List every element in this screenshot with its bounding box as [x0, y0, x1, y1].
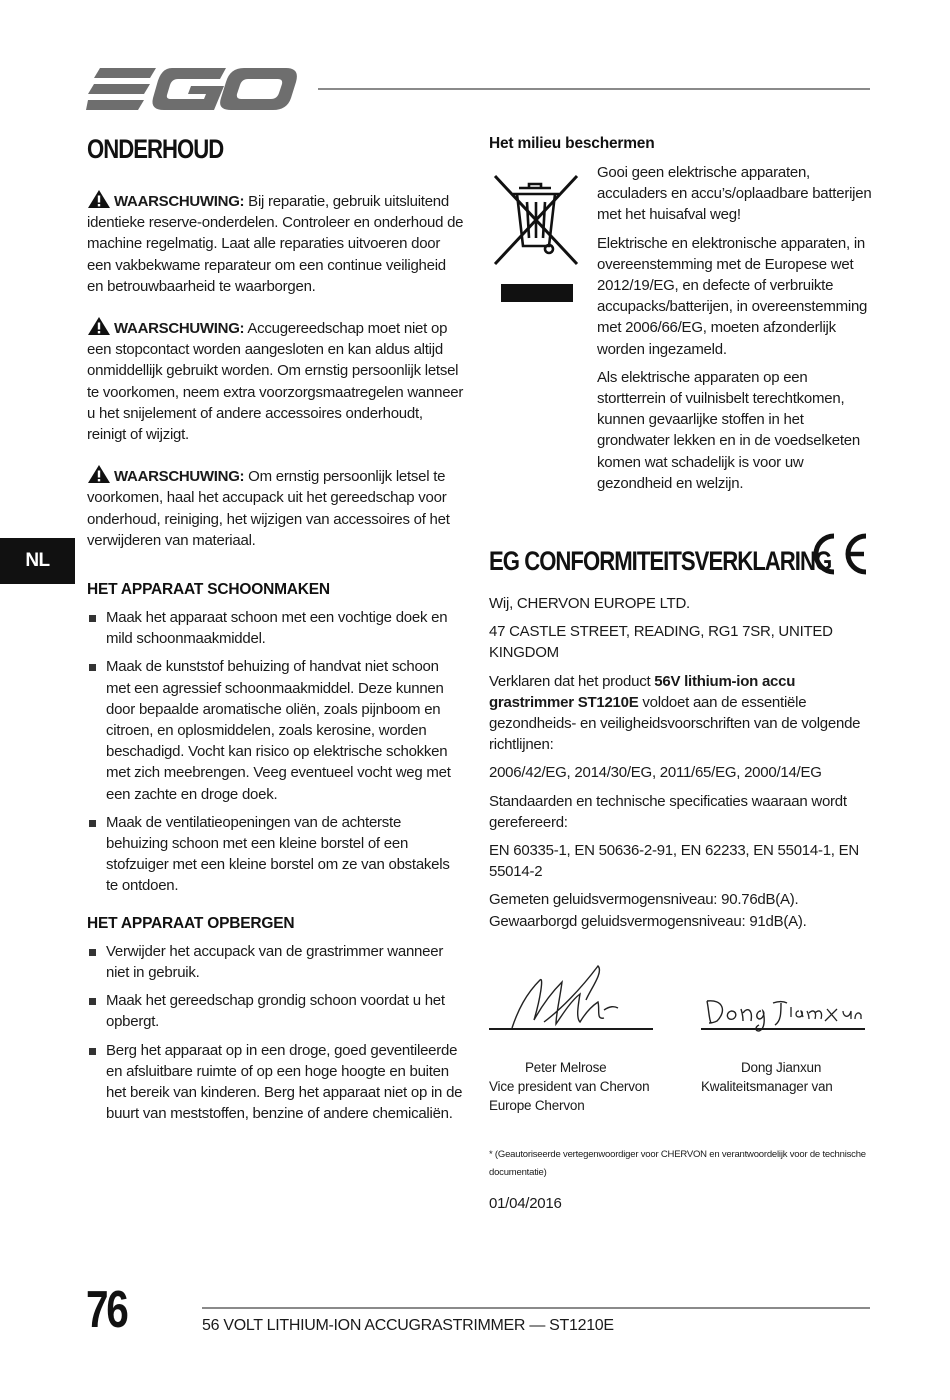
list-item: Maak de kunststof behuizing of handvat niet schoon met een agressief schoonmaakmiddel. Deze kunnen door bepaalde aromatische oliën, zoals pijnboom en citroen, en oplosmiddelen, zoals kerosine, worden beschadigd. Vocht kan risico op elektrische schokken met zich meebrengen. Veeg eventueel vocht weg met een zachte en droge doek.	[87, 656, 465, 804]
signatory-2	[701, 1058, 873, 1096]
ce-mark-icon	[810, 532, 870, 576]
signatory-name: Dong Jianxun	[741, 1060, 822, 1075]
environment-paragraph: Elektrische en elektronische apparaten, in overeenstemming met de Europese wet 2012/19/EG, en defecte of verbruikte accupacks/batterijen, in overeenstemming met 2006/66/EG, moeten afzonderlijk worden ingezameld.	[597, 234, 868, 358]
directives: 2006/42/EG, 2014/30/EG, 2011/65/EG, 2000/14/EG	[489, 764, 822, 782]
product-name: 56V lithium-ion accu grastrimmer ST1210E	[489, 672, 796, 711]
signatory-role: Vice president van Chervon Europe Chervon	[489, 1079, 650, 1113]
header-rule	[318, 88, 870, 90]
environment-title: Het milieu beschermen	[489, 135, 655, 152]
declaration-prefix: Verklaren dat het product	[489, 672, 655, 690]
language-tab: NL	[0, 538, 75, 584]
warning-text: Accugereedschap moet niet op een stopcontact worden aangesloten en kan aldus altijd onmiddellijk gebruikt worden. Om ernstig persoonlijk letsel te voorkomen, neem extra voorzorgsmaatregelen wanneer u het snijelement of andere accessoires onderhoudt, reinigt of wijzigt.	[87, 320, 464, 444]
subsection-title-opbergen: HET APPARAAT OPBERGEN	[87, 914, 295, 932]
list-item: Maak het gereedschap grondig schoon voordat u het opbergt.	[87, 990, 465, 1032]
warning-triangle-icon	[87, 316, 111, 336]
ego-logo	[86, 64, 298, 114]
warning-paragraph	[87, 316, 465, 445]
standards: EN 60335-1, EN 50636-2-91, EN 62233, EN 55014-1, EN 55014-2	[489, 842, 859, 881]
footnote: * (Geautoriseerde vertegenwoordiger voor CHERVON en verantwoordelijk voor de technische documentatie)	[489, 1149, 866, 1178]
storage-list	[87, 941, 465, 1125]
warning-text: Om ernstig persoonlijk letsel te voorkomen, haal het accupack uit het gereedschap voor onderhoud, reiniging, het wijzigen van accessoires of het verwijderen van materiaal.	[87, 468, 450, 549]
warning-label: WAARSCHUWING:	[114, 193, 245, 210]
section-title-onderhoud: ONDERHOUD	[87, 134, 224, 164]
section-title-conformiteit: EG CONFORMITEITSVERKLARING	[489, 546, 832, 576]
signature-peter-melrose	[500, 960, 630, 1035]
declaration-address: 47 CASTLE STREET, READING, RG1 7SR, UNITED KINGDOM	[489, 623, 833, 662]
warning-paragraph	[87, 464, 465, 551]
warning-text: Bij reparatie, gebruik uitsluitend identieke reserve-onderdelen. Controleer en onderhoud de machine regelmatig. Laat alle reparaties uitvoeren door een vakbekwame reparateur om een continue veiligheid en betrouwbaarheid te waarborgen.	[87, 193, 464, 295]
list-item: Verwijder het accupack van de grastrimmer wanneer niet in gebruik.	[87, 941, 465, 983]
list-item: Berg het apparaat op in een droge, goed geventileerde en afsluitbare ruimte of op een hoge hoogte en buiten het bereik van kinderen. Berg het apparaat niet op in de buurt van meststoffen, benzine of andere chemicaliën.	[87, 1040, 465, 1125]
declaration-body	[489, 593, 873, 932]
list-item: Maak het apparaat schoon met een vochtige doek en mild schoonmaakmiddel.	[87, 607, 465, 649]
signature-line	[489, 1028, 653, 1030]
list-item: Maak de ventilatieopeningen van de achterste behuizing schoon met een kleine borstel of een stofzuiger met een kleine borstel om ze van obstakels te ontdoen.	[87, 812, 465, 897]
standards-intro: Standaarden en technische specificaties waaraan wordt gerefereerd:	[489, 792, 847, 831]
environment-text	[597, 162, 873, 501]
noise-guaranteed: Gewaarborgd geluidsvermogensniveau: 91dB(A).	[489, 912, 807, 930]
warning-triangle-icon	[87, 464, 111, 484]
environment-paragraph: Gooi geen elektrische apparaten, acculaders en accu’s/oplaadbare batterijen met het huisafval weg!	[597, 164, 872, 224]
signatory-1	[489, 1058, 689, 1115]
noise-measured: Gemeten geluidsvermogensniveau: 90.76dB(A).	[489, 891, 799, 909]
left-column	[87, 134, 465, 1131]
signatory-role: Kwaliteitsmanager van	[701, 1079, 833, 1094]
footer-title: 56 VOLT LITHIUM-ION ACCUGRASTRIMMER — ST1210E	[202, 1317, 614, 1334]
declaration-statement	[489, 671, 873, 756]
environment-paragraph: Als elektrische apparaten op een stortterrein of vuilnisbelt terechtkomen, kunnen gevaarlijke stoffen in het grondwater lekken en in de voedselketen komen wat schadelijk is voor uw gezondheid en welzijn.	[597, 368, 860, 492]
declaration-company: Wij, CHERVON EUROPE LTD.	[489, 595, 690, 612]
warning-triangle-icon	[87, 189, 111, 209]
declaration-date: 01/04/2016	[489, 1195, 562, 1212]
subsection-title-schoonmaken: HET APPARAAT SCHOONMAKEN	[87, 581, 330, 599]
warning-paragraph	[87, 189, 465, 297]
declaration-suffix: voldoet aan de essentiële gezondheids- en veiligheidsvoorschriften van de volgende richtlijnen:	[489, 693, 861, 754]
page-number: 76	[86, 1281, 127, 1339]
signature-line	[701, 1028, 865, 1030]
signatory-name: Peter Melrose	[525, 1060, 607, 1075]
footer-rule	[202, 1307, 870, 1309]
warning-label: WAARSCHUWING:	[114, 468, 245, 486]
cleaning-list	[87, 607, 465, 897]
warning-label: WAARSCHUWING:	[114, 320, 245, 338]
crossed-out-wheelie-bin-icon	[491, 172, 581, 302]
